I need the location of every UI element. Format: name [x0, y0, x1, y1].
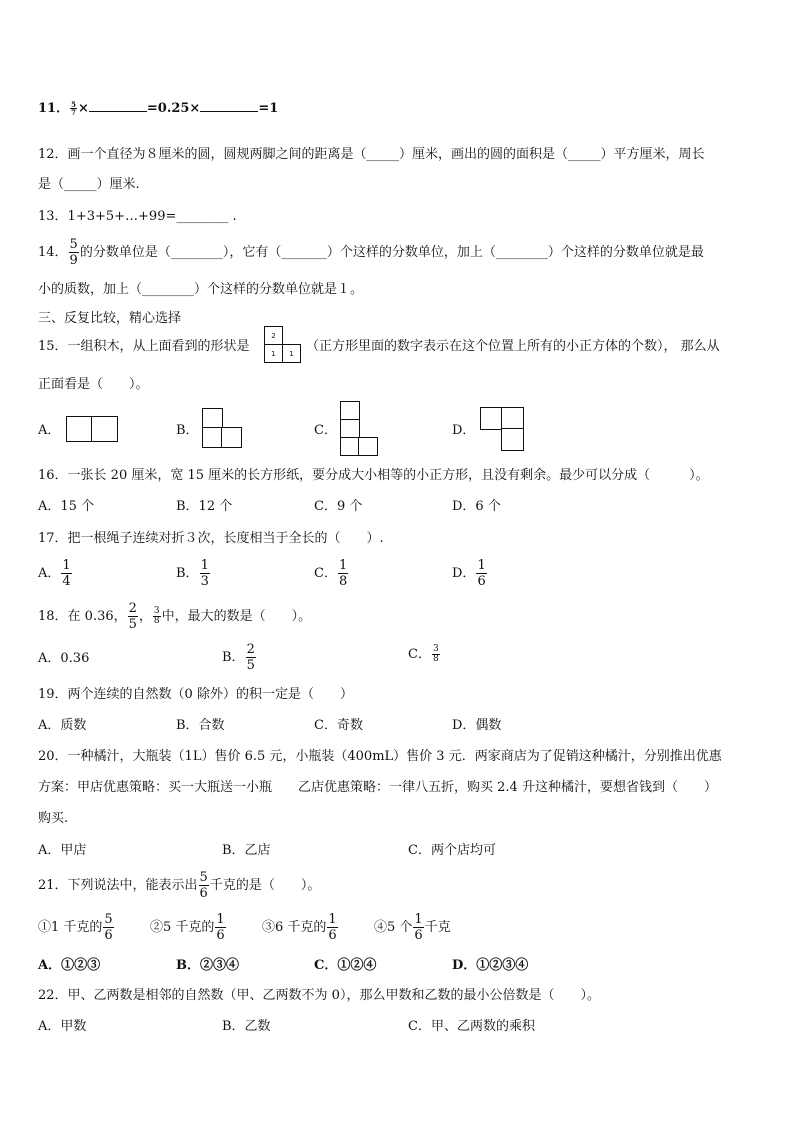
question-20-line-2: 方案：甲店优惠策略：买一大瓶送一小瓶 乙店优惠策略：一律八五折，购买 2.4 升这种橘汁，要想省钱到（ ） — [38, 780, 717, 795]
q15-option-d-figure — [480, 407, 524, 451]
q11-blank-1[interactable] — [89, 99, 147, 112]
q11-blank-2[interactable] — [200, 99, 258, 112]
q19-option-b[interactable]: B．合数 — [176, 718, 225, 733]
question-20-line-3: 购买. — [38, 811, 69, 826]
q18-fraction-2: $\frac{3}{8}$ — [153, 606, 160, 626]
q21-item-2: ②5 千克的 $\frac{1}{6}$ — [150, 912, 225, 943]
q17-option-a[interactable]: A． $\frac{1}{4}$ — [38, 558, 71, 589]
grid-cell-bottom-left: 1 — [264, 344, 283, 363]
q21-option-a[interactable]: A．①②③ — [38, 958, 101, 973]
q15-option-a[interactable]: A． — [38, 423, 61, 438]
q19-option-c[interactable]: C．奇数 — [314, 718, 363, 733]
grid-cell-bottom-right: 1 — [282, 344, 301, 363]
question-12-line-1: 12．画一个直径为８厘米的圆，圆规两脚之间的距离是（_____）厘米，画出的圆的面积是（_____）平方厘米，周长 — [38, 147, 705, 162]
q15-option-c-figure — [340, 401, 378, 456]
question-14-line-1: 14． $\frac{5}{9}$ 的分数单位是（________），它有（_______）个这样的分数单位，加上（________）个这样的分数单位就是最 — [38, 237, 704, 268]
q20-option-a[interactable]: A．甲店 — [38, 843, 87, 858]
q19-option-d[interactable]: D．偶数 — [452, 718, 502, 733]
q15-option-c[interactable]: C． — [314, 423, 337, 438]
q21-option-b[interactable]: B．②③④ — [176, 958, 239, 973]
q11-number: 11． — [38, 101, 70, 116]
question-18: 18．在 0.36， $\frac{2}{5}$ ， $\frac{3}{8}$ 中，最大的数是（ ）。 — [38, 601, 312, 632]
q15-option-a-figure — [66, 416, 118, 442]
q22-option-c[interactable]: C．甲、乙两数的乘积 — [408, 1019, 535, 1034]
q21-item-1: ①1 千克的 $\frac{5}{6}$ — [38, 912, 113, 943]
q18-fraction-1: $\frac{2}{5}$ — [128, 601, 137, 632]
q16-option-b[interactable]: B．12 个 — [176, 499, 233, 514]
q20-option-c[interactable]: C．两个店均可 — [408, 843, 496, 858]
q16-option-a[interactable]: A．15 个 — [38, 499, 95, 514]
q17-option-c[interactable]: C． $\frac{1}{8}$ — [314, 558, 348, 589]
question-15-line-1b: （正方形里面的数字表示在这个位置上所有的小正方体的个数）， 那么从 — [306, 339, 720, 354]
question-17: 17．把一根绳子连续对折３次，长度相当于全长的（ ）. — [38, 531, 384, 546]
q19-option-a[interactable]: A．质数 — [38, 718, 87, 733]
question-22: 22．甲、乙两数是相邻的自然数（甲、乙两数不为 0），那么甲数和乙数的最小公倍数是（ ）。 — [38, 988, 600, 1003]
q21-fraction: $\frac{5}{6}$ — [199, 870, 208, 901]
q18-option-b[interactable]: B． $\frac{2}{5}$ — [222, 642, 255, 673]
q16-option-c[interactable]: C．9 个 — [314, 499, 363, 514]
question-11: 11． $\frac{5}{7}$ × =0.25× =1 — [38, 100, 279, 117]
question-15-line-1a: 15．一组积木，从上面看到的形状是 — [38, 339, 250, 354]
question-13: 13．1+3+5+…+99=________ . — [38, 209, 237, 224]
q14-fraction: $\frac{5}{9}$ — [69, 237, 78, 268]
q21-item-3: ③6 千克的 $\frac{1}{6}$ — [262, 912, 337, 943]
q15-option-d[interactable]: D． — [452, 423, 476, 438]
q18-option-c[interactable]: C． $\frac{3}{8}$ — [408, 644, 439, 664]
question-16: 16．一张长 20 厘米，宽 15 厘米的长方形纸，要分成大小相等的小正方形，且没有剩余。最少可以分成（ ）。 — [38, 468, 709, 483]
q22-option-b[interactable]: B．乙数 — [222, 1019, 271, 1034]
section-3-title: 三、反复比较，精心选择 — [38, 311, 182, 326]
question-14-line-2: 小的质数，加上（________）个这样的分数单位就是１。 — [38, 282, 364, 297]
q17-option-b[interactable]: B． $\frac{1}{3}$ — [176, 558, 209, 589]
q20-option-b[interactable]: B．乙店 — [222, 843, 271, 858]
question-20-line-1: 20．一种橘汁，大瓶装（1L）售价 6.5 元，小瓶装（400mL）售价 3 元．两家商店为了促销这种橘汁，分别推出优惠 — [38, 749, 722, 764]
q18-option-a[interactable]: A．0.36 — [38, 651, 90, 666]
q15-option-b-figure — [202, 408, 242, 448]
q21-item-4: ④5 个 $\frac{1}{6}$ 千克 — [374, 912, 451, 943]
q21-option-c[interactable]: C．①②④ — [314, 958, 377, 973]
q16-option-d[interactable]: D．6 个 — [452, 499, 501, 514]
grid-cell-top: 2 — [264, 326, 283, 345]
q22-option-a[interactable]: A．甲数 — [38, 1019, 87, 1034]
question-15-line-2: 正面看是（ ）。 — [38, 377, 149, 392]
question-21: 21．下列说法中，能表示出 $\frac{5}{6}$ 千克的是（ ）。 — [38, 870, 321, 901]
q17-option-d[interactable]: D． $\frac{1}{6}$ — [452, 558, 486, 589]
q15-option-b[interactable]: B． — [176, 423, 199, 438]
question-19: 19．两个连续的自然数（0 除外）的积一定是（ ） — [38, 687, 353, 702]
top-view-grid-figure — [264, 326, 302, 364]
q21-option-d[interactable]: D．①②③④ — [452, 958, 529, 973]
q11-fraction: $\frac{5}{7}$ — [71, 100, 76, 117]
question-12-line-2: 是（_____）厘米. — [38, 177, 140, 192]
